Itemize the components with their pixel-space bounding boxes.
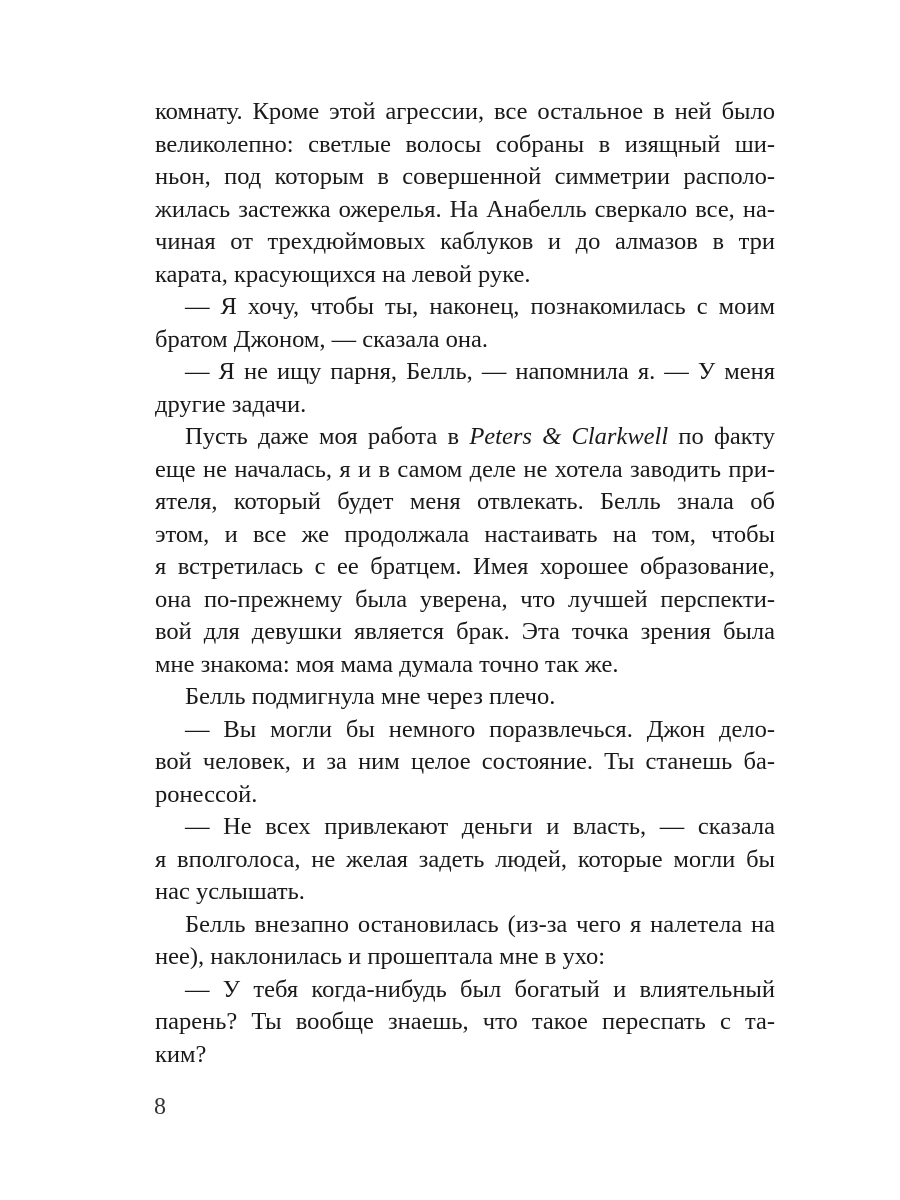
- text-line: еще не началась, я и в самом деле не хотела заводить при-: [155, 455, 775, 483]
- text-line: — Вы могли бы немного поразвлечься. Джон дело-: [185, 715, 775, 743]
- text-line: чиная от трехдюймовых каблуков и до алмазов в три: [155, 228, 775, 255]
- text-line: ронессой.: [155, 780, 258, 808]
- company-name: Peters & Clarkwell: [469, 423, 669, 450]
- text-line-with-italic: [155, 421, 775, 454]
- text-line: вой для девушки является брак. Эта точка зрения была: [155, 618, 775, 645]
- text-line: ким?: [155, 1040, 207, 1068]
- text-line: — У тебя когда-нибудь был богатый и влиятельный: [185, 975, 775, 1003]
- text-line: — Не всех привлекают деньги и власть, — сказала: [185, 813, 775, 840]
- text-segment: Пусть даже моя работа в: [185, 423, 470, 450]
- text-line: жилась застежка ожерелья. На Анабелль сверкало все, на-: [155, 195, 775, 223]
- text-line: этом, и все же продолжала настаивать на том, чтобы: [155, 520, 775, 548]
- text-line: я вполголоса, не желая задеть людей, которые могли бы: [155, 845, 775, 873]
- text-line: другие задачи.: [155, 390, 307, 418]
- page-number: 8: [154, 1094, 166, 1120]
- text-line: мне знакома: моя мама думала точно так же.: [155, 650, 619, 678]
- text-segment: по факту: [668, 423, 775, 450]
- text-line: карата, красующихся на левой руке.: [155, 260, 531, 288]
- text-line: она по-прежнему была уверена, что лучшей перспекти-: [155, 585, 775, 613]
- text-line: я встретилась с ее братцем. Имея хорошее образование,: [155, 553, 775, 580]
- text-line: нас услышать.: [155, 878, 305, 905]
- text-line: великолепно: светлые волосы собраны в изящный ши-: [155, 130, 775, 158]
- text-line: парень? Ты вообще знаешь, что такое переспать с та-: [155, 1008, 775, 1035]
- text-line: Белль внезапно остановилась (из-за чего я налетела на: [185, 910, 775, 938]
- page-body: [155, 96, 775, 1071]
- text-line: комнату. Кроме этой агрессии, все остальное в ней было: [155, 98, 775, 125]
- text-line: ньон, под которым в совершенной симметрии располо-: [155, 163, 775, 190]
- text-line: — Я не ищу парня, Белль, — напомнила я. — У меня: [185, 358, 775, 385]
- text-line: братом Джоном, — сказала она.: [155, 325, 488, 353]
- text-line: вой человек, и за ним целое состояние. Ты станешь ба-: [155, 748, 775, 775]
- text-line: Белль подмигнула мне через плечо.: [185, 683, 556, 710]
- text-line: нее), наклонилась и прошептала мне в ухо:: [155, 943, 606, 970]
- text-line: — Я хочу, чтобы ты, наконец, познакомилась с моим: [185, 293, 775, 320]
- text-line: ятеля, который будет меня отвлекать. Белль знала об: [155, 488, 775, 515]
